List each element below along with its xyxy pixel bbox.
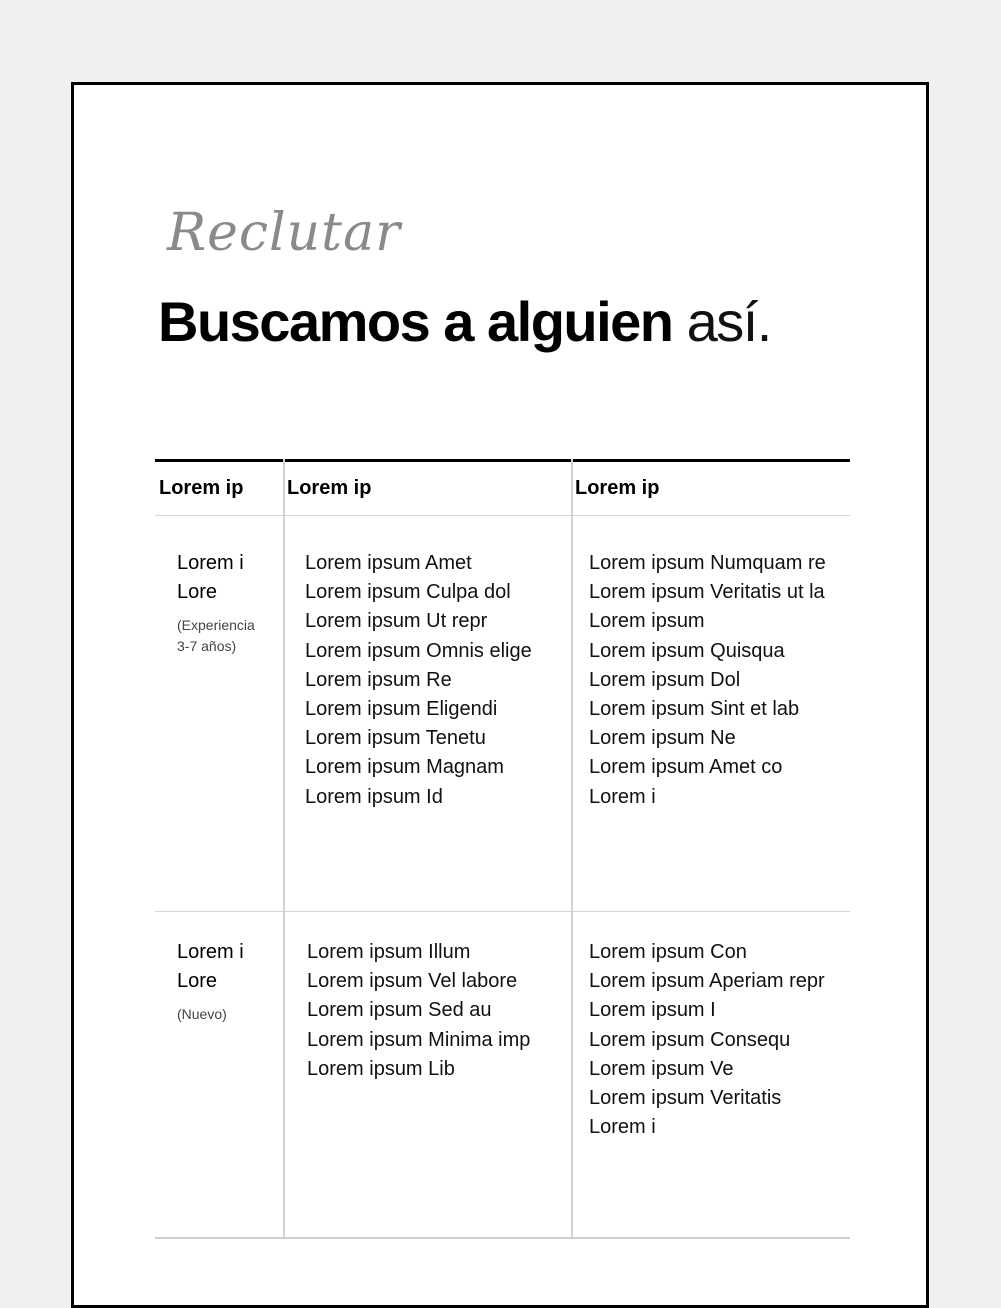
header-divider [155, 515, 850, 516]
row-divider [155, 911, 850, 912]
requirements-list [305, 549, 532, 812]
list-item: Lorem ipsum Dol [589, 668, 741, 691]
list-item: Lorem ipsum Amet [305, 552, 472, 574]
list-item: Lorem ipsum Id [305, 785, 443, 808]
column-header: Lorem ip [159, 477, 244, 499]
list-item: Lorem ipsum Sint et lab [589, 698, 800, 721]
list-item: Lorem ipsum Veritatis [589, 1087, 782, 1110]
title-bold: Buscamos a alguien [158, 290, 673, 353]
requirements-list [589, 549, 826, 812]
list-item: Lorem ipsum Magnam [305, 756, 504, 779]
row-label-line: Lorem i [177, 552, 244, 574]
list-item: Lorem ipsum Re [305, 668, 452, 691]
column-divider [571, 459, 573, 1237]
table-top-rule [155, 459, 850, 462]
list-item: Lorem ipsum Lib [307, 1057, 455, 1080]
list-item: Lorem ipsum Numquam re [589, 552, 826, 574]
requirements-list [307, 938, 530, 1084]
list-item: Lorem ipsum Sed au [307, 999, 492, 1022]
requirements-table [155, 459, 850, 1239]
list-item: Lorem ipsum Veritatis ut la [589, 581, 825, 604]
row-note: (Nuevo) [177, 1006, 227, 1022]
list-item: Lorem ipsum Quisqua [589, 639, 785, 662]
list-item: Lorem ipsum [589, 610, 705, 633]
row-label [177, 938, 267, 1025]
list-item: Lorem ipsum Ut repr [305, 610, 488, 633]
list-item: Lorem ipsum Culpa dol [305, 581, 511, 604]
list-item: Lorem ipsum Vel labore [307, 970, 518, 993]
row-label-line: Lorem i [177, 941, 244, 963]
list-item: Lorem ipsum Tenetu [305, 727, 486, 750]
row-label-line: Lore [177, 581, 218, 603]
list-item: Lorem ipsum Illum [307, 941, 471, 963]
title-light: así. [672, 290, 771, 353]
document-page [71, 82, 929, 1308]
list-item: Lorem ipsum Aperiam repr [589, 970, 825, 993]
list-item: Lorem ipsum Consequ [589, 1028, 791, 1051]
list-item: Lorem ipsum Omnis elige [305, 639, 532, 662]
eyebrow-label: Reclutar [167, 203, 401, 263]
list-item: Lorem ipsum Ne [589, 727, 736, 750]
list-item: Lorem i [589, 785, 656, 808]
list-item: Lorem ipsum Minima imp [307, 1028, 531, 1051]
list-item: Lorem ipsum Con [589, 941, 747, 963]
column-header: Lorem ip [287, 477, 372, 499]
row-note: (Experiencia 3-7 años) [177, 617, 255, 654]
list-item: Lorem i [589, 1116, 656, 1139]
list-item: Lorem ipsum I [589, 999, 716, 1022]
list-item: Lorem ipsum Amet co [589, 756, 783, 779]
requirements-list [589, 938, 825, 1142]
column-header: Lorem ip [575, 477, 660, 499]
column-divider [283, 459, 285, 1237]
list-item: Lorem ipsum Eligendi [305, 698, 498, 721]
table-bottom-rule [155, 1237, 850, 1239]
list-item: Lorem ipsum Ve [589, 1057, 734, 1080]
row-label-line: Lore [177, 970, 218, 992]
page-title [158, 287, 771, 357]
row-label [177, 549, 267, 657]
